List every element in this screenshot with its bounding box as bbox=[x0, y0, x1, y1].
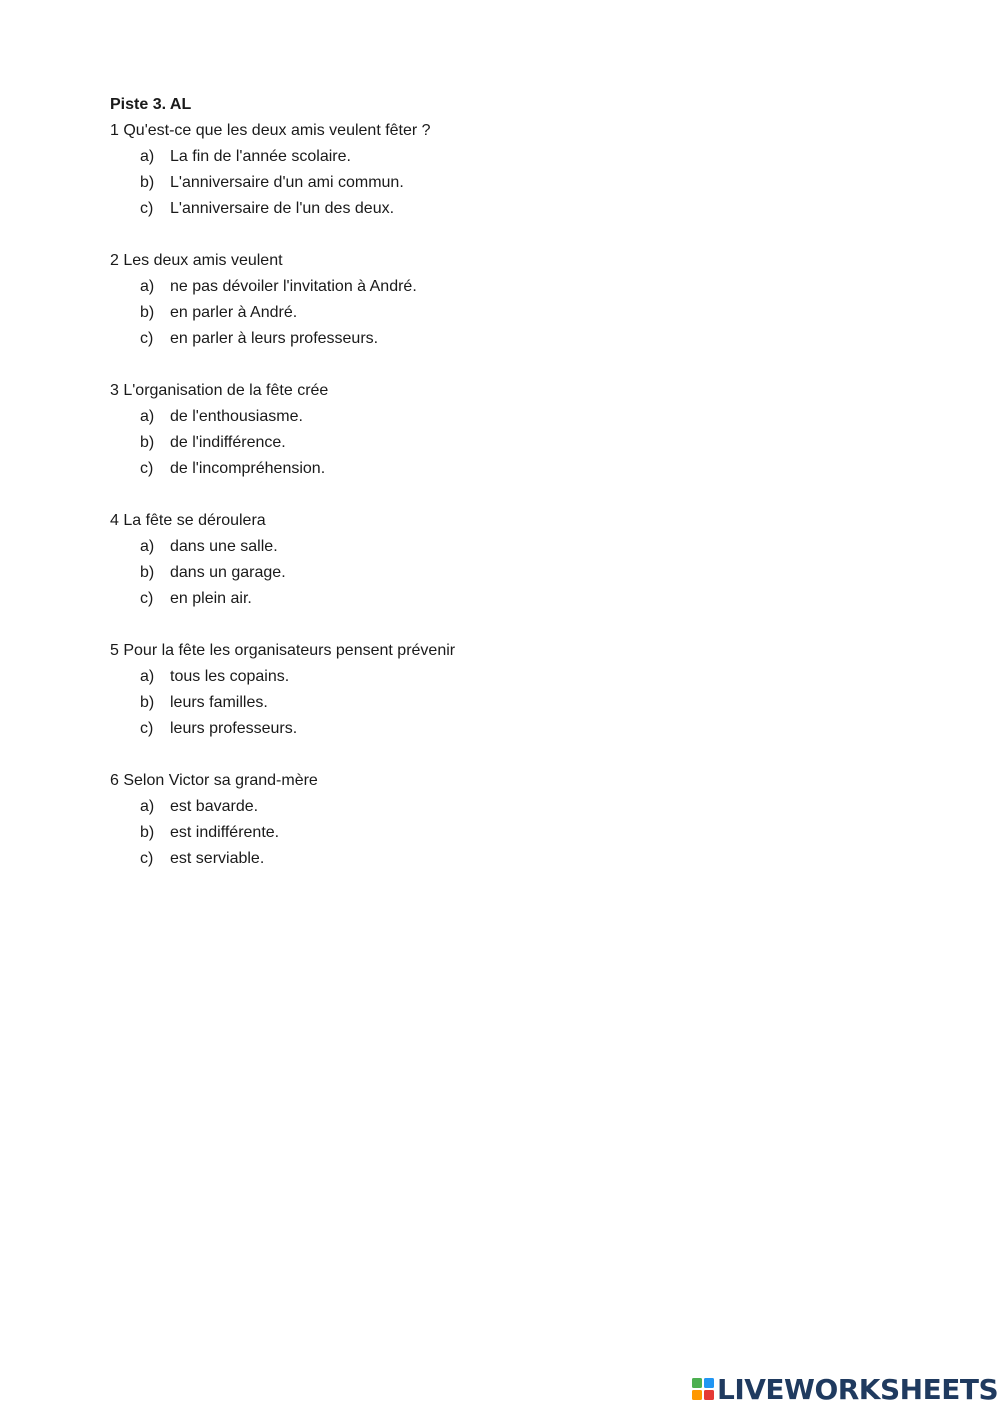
answer-option bbox=[110, 794, 910, 820]
answer-option bbox=[110, 586, 910, 612]
answer-option bbox=[110, 664, 910, 690]
question-block bbox=[110, 118, 910, 222]
option-text: en parler à André. bbox=[170, 304, 298, 321]
question-text: 5 Pour la fête les organisateurs pensent prévenir bbox=[110, 642, 456, 659]
liveworksheets-logo bbox=[692, 1372, 998, 1406]
option-text: ne pas dévoiler l'invitation à André. bbox=[170, 278, 417, 295]
option-letter: c) bbox=[140, 590, 154, 607]
question-block bbox=[110, 508, 910, 612]
answer-option bbox=[110, 196, 910, 222]
option-text: leurs familles. bbox=[170, 694, 268, 711]
option-letter: b) bbox=[140, 564, 155, 581]
option-letter: b) bbox=[140, 434, 155, 451]
answer-option bbox=[110, 820, 910, 846]
answer-option bbox=[110, 274, 910, 300]
answer-option bbox=[110, 430, 910, 456]
option-text: de l'enthousiasme. bbox=[170, 408, 303, 425]
option-letter: c) bbox=[140, 850, 154, 867]
option-letter: c) bbox=[140, 330, 154, 347]
option-letter: c) bbox=[140, 460, 154, 477]
answer-option bbox=[110, 846, 910, 872]
option-text: de l'incompréhension. bbox=[170, 460, 326, 477]
worksheet-title: Piste 3. AL bbox=[110, 96, 192, 113]
question-block bbox=[110, 248, 910, 352]
option-letter: c) bbox=[140, 720, 154, 737]
question-text: 3 L'organisation de la fête crée bbox=[110, 382, 329, 399]
option-letter: b) bbox=[140, 824, 155, 841]
option-letter: a) bbox=[140, 798, 155, 815]
option-text: leurs professeurs. bbox=[170, 720, 298, 737]
option-letter: c) bbox=[140, 200, 154, 217]
answer-option bbox=[110, 300, 910, 326]
liveworksheets-logo-icon bbox=[692, 1378, 714, 1400]
question-block bbox=[110, 638, 910, 742]
option-text: est bavarde. bbox=[170, 798, 259, 815]
option-letter: a) bbox=[140, 148, 155, 165]
question-block bbox=[110, 378, 910, 482]
option-text: dans une salle. bbox=[170, 538, 278, 555]
option-letter: b) bbox=[140, 174, 155, 191]
answer-option bbox=[110, 144, 910, 170]
option-text: est indifférente. bbox=[170, 824, 280, 841]
question-text: 1 Qu'est-ce que les deux amis veulent fêter ? bbox=[110, 122, 431, 139]
answer-option bbox=[110, 690, 910, 716]
option-letter: a) bbox=[140, 668, 155, 685]
answer-option bbox=[110, 456, 910, 482]
option-text: en plein air. bbox=[170, 590, 252, 607]
option-text: de l'indifférence. bbox=[170, 434, 286, 451]
option-text: La fin de l'année scolaire. bbox=[170, 148, 351, 165]
option-letter: a) bbox=[140, 278, 155, 295]
option-letter: b) bbox=[140, 304, 155, 321]
answer-option bbox=[110, 404, 910, 430]
worksheet-page bbox=[110, 92, 910, 898]
option-text: dans un garage. bbox=[170, 564, 286, 581]
question-text: 6 Selon Victor sa grand-mère bbox=[110, 772, 318, 789]
answer-option bbox=[110, 326, 910, 352]
option-text: L'anniversaire de l'un des deux. bbox=[170, 200, 395, 217]
question-text: 2 Les deux amis veulent bbox=[110, 252, 283, 269]
logo-text: LIVEWORKSHEETS bbox=[717, 1372, 999, 1406]
question-text: 4 La fête se déroulera bbox=[110, 512, 266, 529]
option-text: tous les copains. bbox=[170, 668, 290, 685]
option-text: L'anniversaire d'un ami commun. bbox=[170, 174, 404, 191]
option-letter: a) bbox=[140, 538, 155, 555]
answer-option bbox=[110, 170, 910, 196]
question-block bbox=[110, 768, 910, 872]
option-letter: b) bbox=[140, 694, 155, 711]
answer-option bbox=[110, 560, 910, 586]
option-text: en parler à leurs professeurs. bbox=[170, 330, 379, 347]
answer-option bbox=[110, 534, 910, 560]
option-text: est serviable. bbox=[170, 850, 265, 867]
answer-option bbox=[110, 716, 910, 742]
option-letter: a) bbox=[140, 408, 155, 425]
